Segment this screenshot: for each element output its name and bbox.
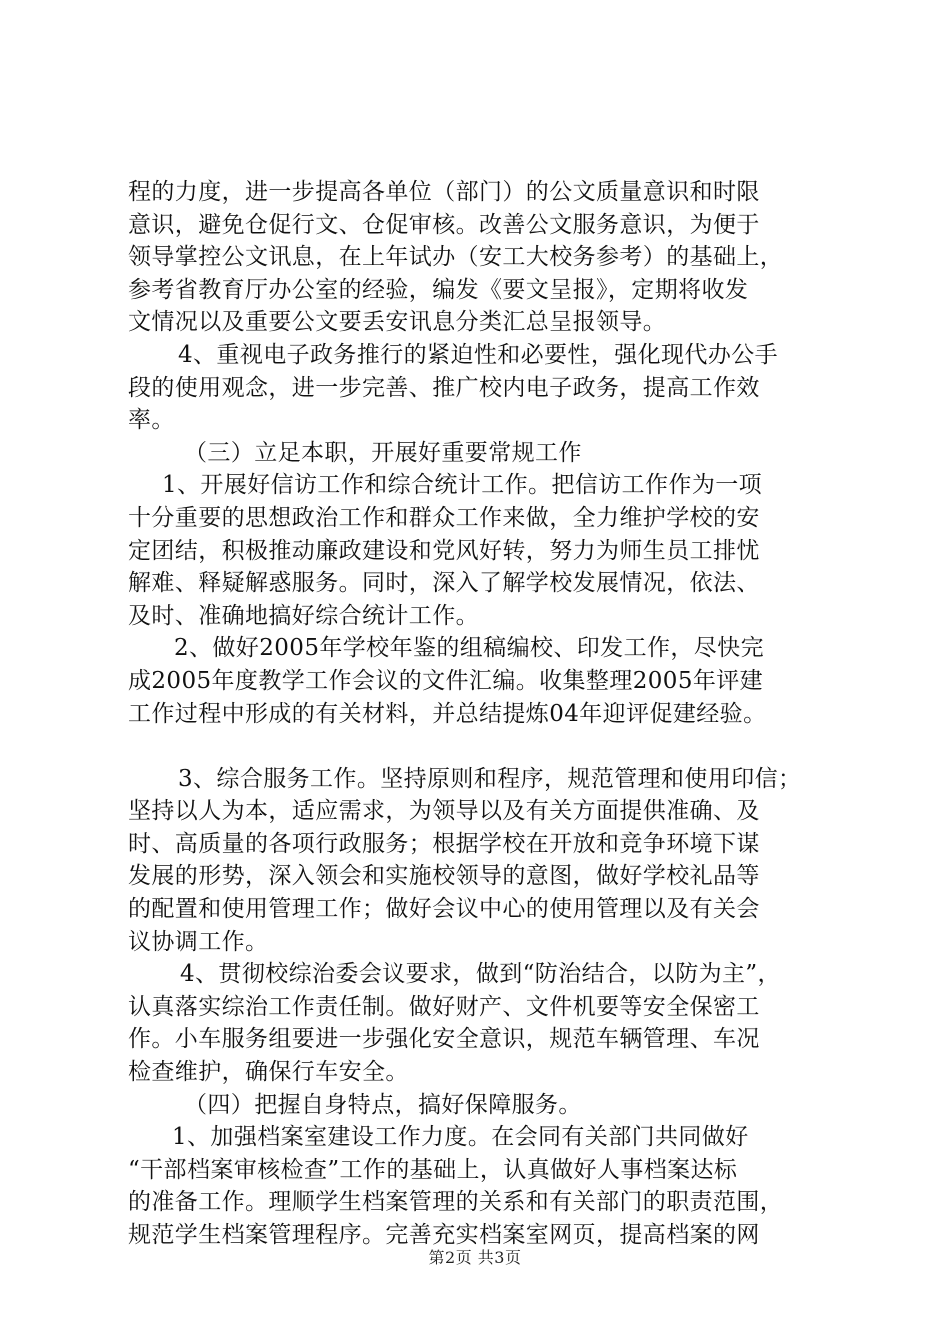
section-heading: （四）把握自身特点，搞好保障服务。	[184, 1091, 582, 1118]
text-line: 认真落实综治工作责任制。做好财产、文件机要等安全保密工	[128, 993, 760, 1020]
text-line: 规范学生档案管理程序。完善充实档案室网页，提高档案的网	[128, 1222, 760, 1248]
text-line: 及时、准确地搞好综合统计工作。	[128, 602, 479, 629]
paragraph-start-line: 4、重视电子政务推行的紧迫性和必要性，强化现代办公手	[178, 341, 779, 368]
text-line: 检查维护，确保行车安全。	[128, 1059, 409, 1086]
text-line: 时、高质量的各项行政服务；根据学校在开放和竞争环境下谋	[128, 830, 760, 857]
text-line: 议协调工作。	[128, 928, 269, 955]
text-line: 坚持以人为本，适应需求，为领导以及有关方面提供准确、及	[128, 798, 760, 825]
paragraph-start-line: 4、贯彻校综治委会议要求，做到“防治结合，以防为主”，	[180, 961, 781, 988]
text-line: 十分重要的思想政治工作和群众工作来做，全力维护学校的安	[128, 504, 760, 531]
text-line: 程的力度，进一步提高各单位（部门）的公文质量意识和时限	[128, 179, 760, 205]
text-line: 的准备工作。理顺学生档案管理的关系和有关部门的职责范围，	[128, 1189, 784, 1216]
text-line: 文情况以及重要公文要丢安讯息分类汇总呈报领导。	[128, 309, 667, 336]
text-line: 作。小车服务组要进一步强化安全意识，规范车辆管理、车况	[128, 1026, 760, 1053]
paragraph-start-line: 1、加强档案室建设工作力度。在会同有关部门共同做好	[172, 1124, 749, 1151]
section-heading: （三）立足本职，开展好重要常规工作	[184, 439, 582, 466]
text-line: 领导掌控公文讯息，在上年试办（安工大校务参考）的基础上，	[128, 244, 784, 271]
page-number-footer: 第2页 共3页	[428, 1248, 522, 1267]
text-line: 段的使用观念，进一步完善、推广校内电子政务，提高工作效	[128, 374, 760, 401]
text-line: 成2005年度教学工作会议的文件汇编。收集整理2005年评建	[128, 667, 764, 694]
text-line: 发展的形势，深入领会和实施校领导的意图，做好学校礼品等	[128, 863, 760, 890]
blank-line	[128, 730, 838, 763]
text-line: 参考省教育厅办公室的经验，编发《要文呈报》，定期将收发	[128, 276, 749, 303]
paragraph-start-line: 3、综合服务工作。坚持原则和程序，规范管理和使用印信；	[178, 765, 802, 792]
paragraph-start-line: 1、开展好信访工作和综合统计工作。把信访工作作为一项	[162, 472, 763, 499]
text-line: 的配置和使用管理工作；做好会议中心的使用管理以及有关会	[128, 896, 760, 923]
text-line: 意识，避免仓促行文、仓促审核。改善公文服务意识，为便于	[128, 211, 760, 238]
text-line: 解难、释疑解惑服务。同时，深入了解学校发展情况，依法、	[128, 570, 760, 597]
text-line: 率。	[128, 407, 175, 434]
text-line: 定团结，积极推动廉政建设和党风好转，努力为师生员工排忧	[128, 537, 760, 564]
text-line: 工作过程中形成的有关材料，并总结提炼04年迎评促建经验。	[128, 700, 767, 727]
document-body	[128, 176, 838, 1252]
text-line: “干部档案审核检查”工作的基础上，认真做好人事档案达标	[128, 1156, 738, 1183]
paragraph-start-line: 2、做好2005年学校年鉴的组稿编校、印发工作，尽快完	[174, 635, 764, 662]
